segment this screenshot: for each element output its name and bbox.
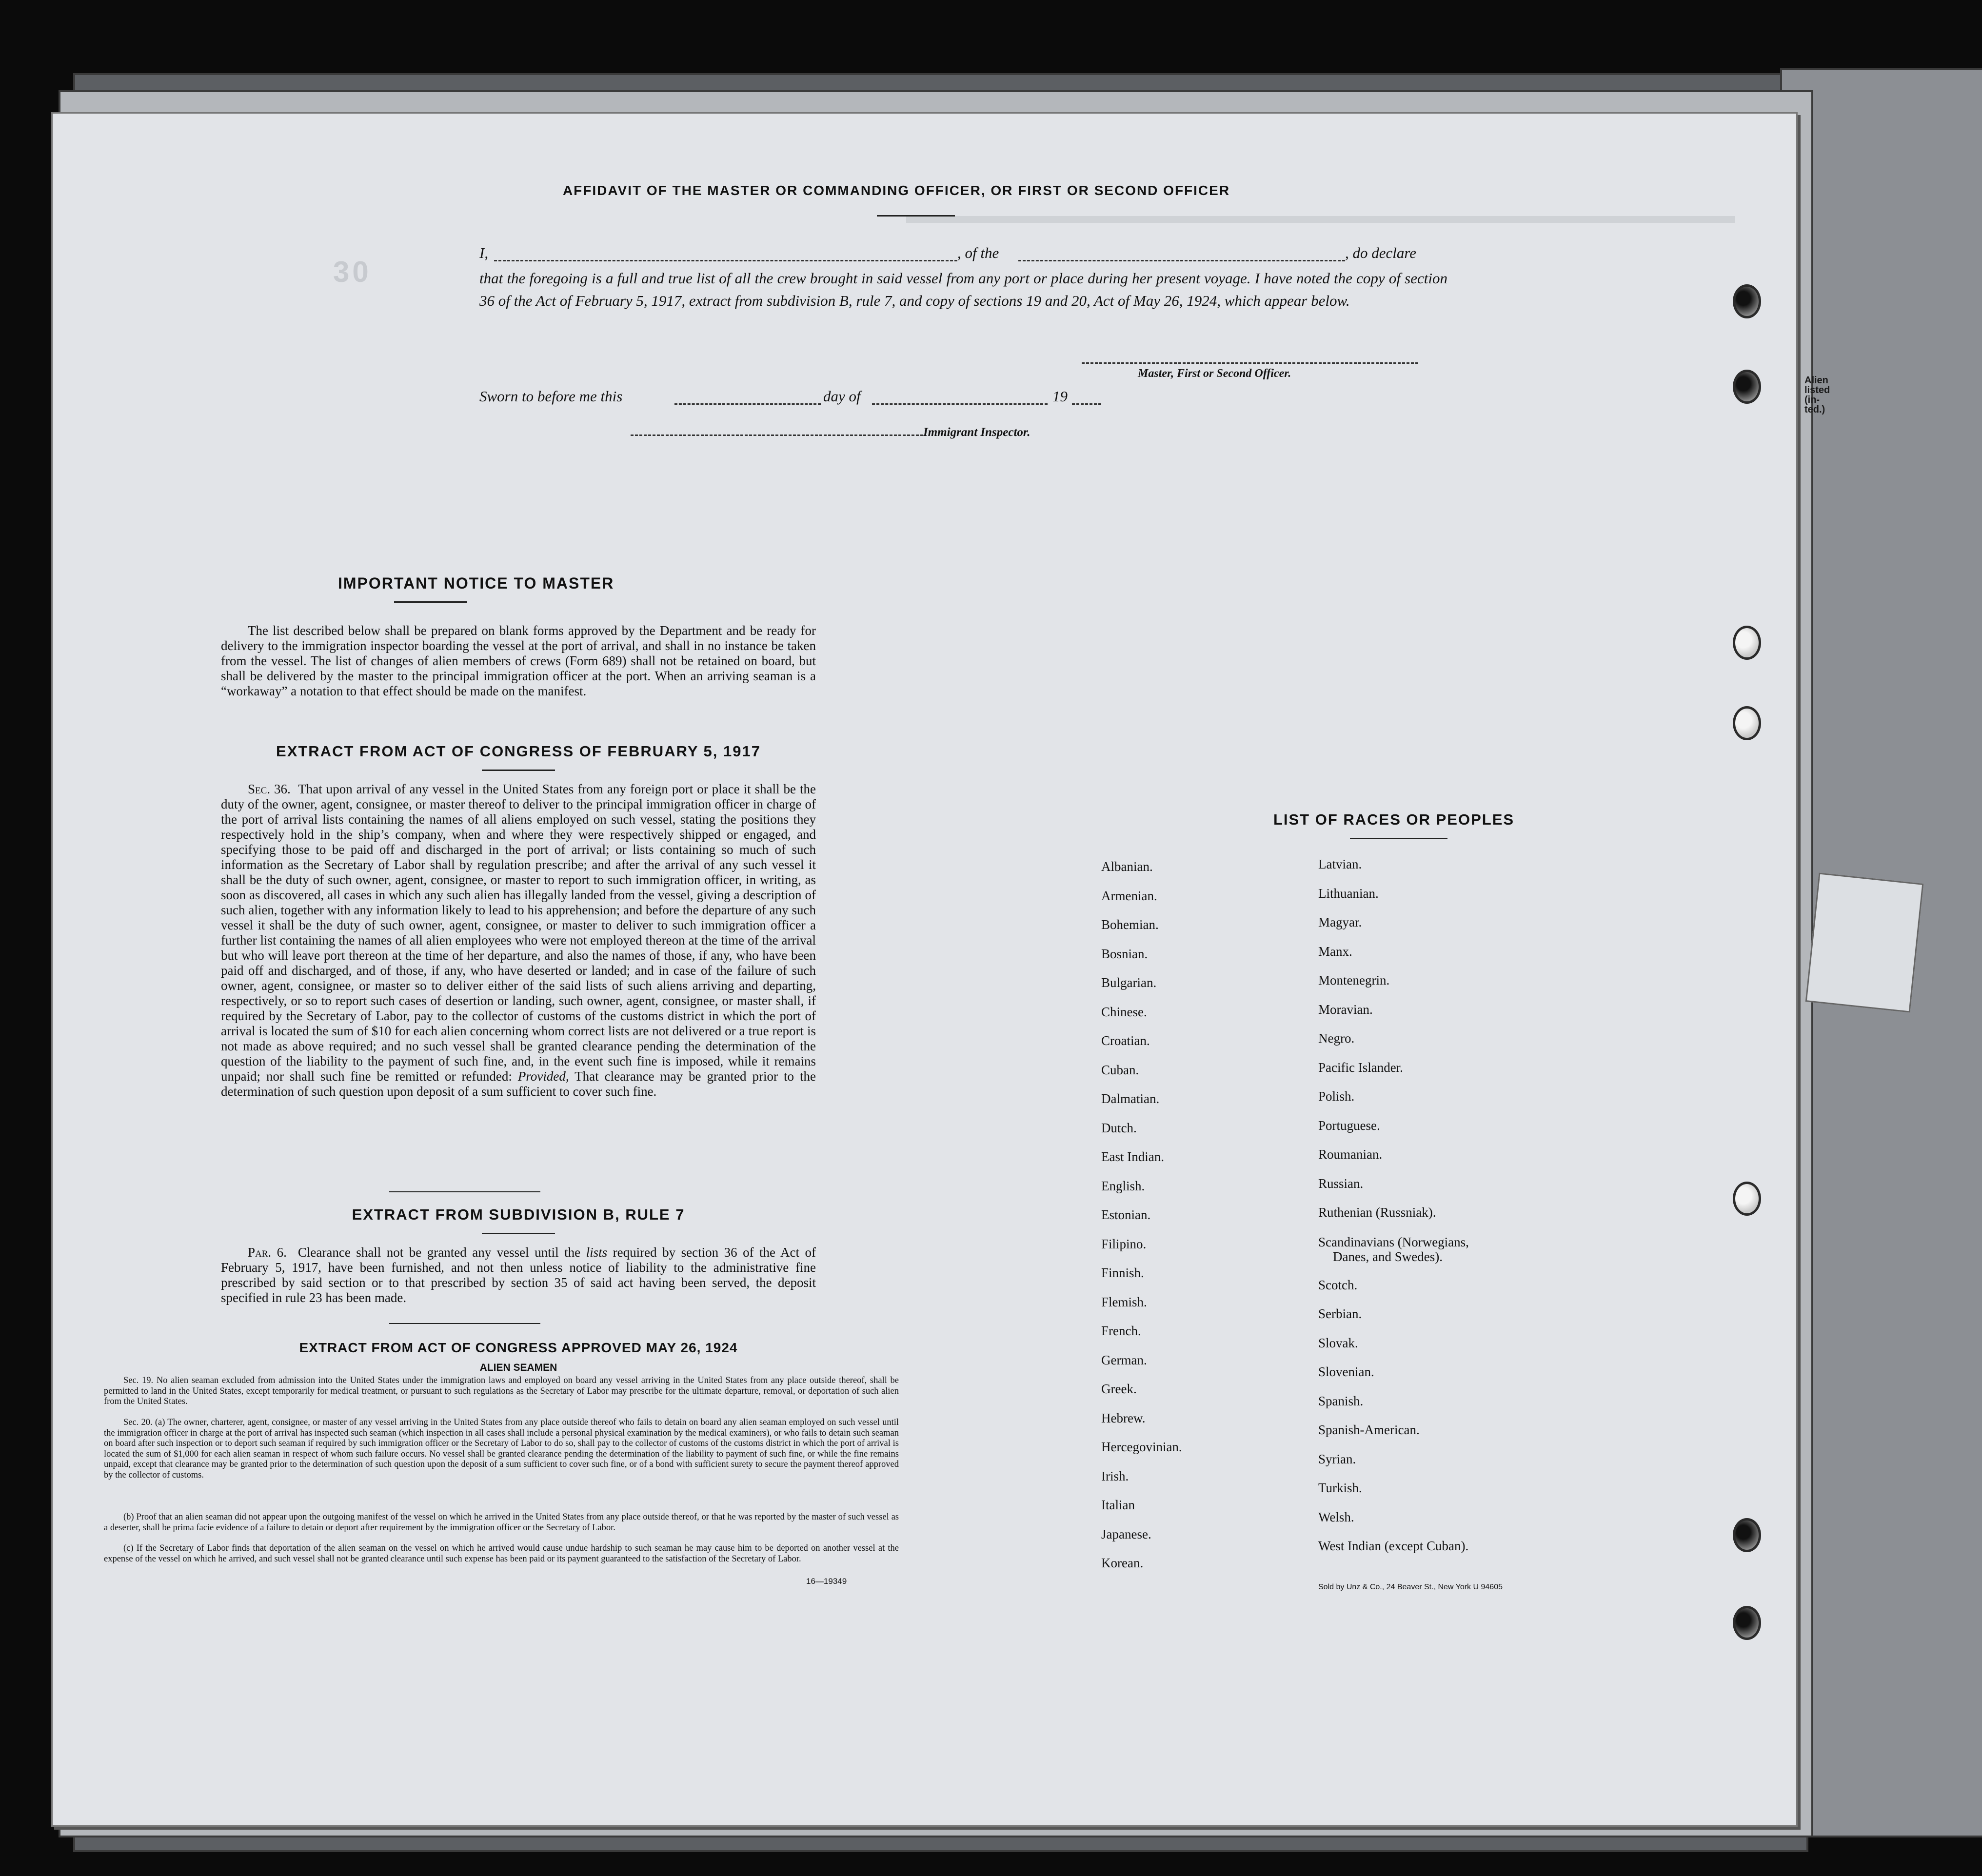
- attached-slip: [1805, 872, 1924, 1012]
- rule7-title: EXTRACT FROM SUBDIVISION B, RULE 7: [352, 1206, 685, 1223]
- race-item: Scotch.: [1318, 1277, 1358, 1292]
- race-item: Bohemian.: [1101, 917, 1159, 932]
- sworn-year-blank[interactable]: [1072, 403, 1101, 405]
- race-item: Montenegrin.: [1318, 973, 1390, 987]
- notice-rule: [394, 601, 467, 603]
- sec-19-text: Sec. 19. No alien seaman excluded from admission into the United States under the immigration laws and employed on board any vessel arriving in the United States from any place outside thereof, shall be permitted to land in the United States, except temporarily for medical treatment, or pursuant to such regulations as the Secretary of Labor may prescribe for the ultimate departure, removal, or deportation of such alien from the United States.: [104, 1376, 899, 1406]
- form-number: 16—19349: [806, 1577, 847, 1586]
- seller-imprint: Sold by Unz & Co., 24 Beaver St., New York U 94605: [1318, 1583, 1503, 1591]
- race-item: Korean.: [1101, 1556, 1144, 1570]
- rule7-text-a: Clearance shall not be granted any vessel until the: [297, 1245, 581, 1260]
- race-item: Slovak.: [1318, 1335, 1358, 1350]
- rule7-rule: [482, 1233, 555, 1234]
- affidavit-do-declare: , do declare: [1345, 244, 1417, 261]
- rule7-text-b: required by section 36 of the Act of February 5, 1917, have been furnished, and not then unless notice of liability to the administrative fine prescribed by said section or to that prescribed by section 35 of said act having been served, the deposit specified in rule 23 has been made.: [221, 1245, 816, 1305]
- vessel-blank[interactable]: [1018, 260, 1345, 261]
- par-6-label: Par. 6.: [248, 1245, 287, 1260]
- punch-hole: [1733, 284, 1761, 318]
- races-title: LIST OF RACES OR PEOPLES: [1273, 811, 1515, 828]
- race-item: Turkish.: [1318, 1481, 1362, 1495]
- sworn-month-blank[interactable]: [872, 403, 1048, 405]
- extract-1917-rule: [482, 770, 555, 771]
- race-item: Polish.: [1318, 1089, 1355, 1104]
- race-item: Hebrew.: [1101, 1410, 1146, 1425]
- extract-1924-title: EXTRACT FROM ACT OF CONGRESS APPROVED MAY 26, 1924: [299, 1340, 738, 1355]
- race-item: Negro.: [1318, 1031, 1355, 1046]
- races-right-column: [1318, 850, 1469, 1561]
- notice-body: The list described below shall be prepared on blank forms approved by the Department and be ready for delivery to the immigration inspector boarding the vessel at the port of arrival, and shall in no instance be taken from the vessel. The list of changes of alien members of crews (Form 689) shall not be retained on board, but shall be delivered by the master to the principal immigration officer at the port. When an arriving seaman is a “workaway” a notation to that effect should be made on the manifest.: [221, 623, 816, 698]
- race-item: Japanese.: [1101, 1526, 1151, 1541]
- race-item: German.: [1101, 1352, 1147, 1367]
- sec-36-label: Sec. 36.: [248, 782, 291, 796]
- race-item: French.: [1101, 1323, 1141, 1338]
- race-item: West Indian (except Cuban).: [1318, 1539, 1469, 1553]
- race-item: English.: [1101, 1178, 1145, 1193]
- edge-text-line: ted.): [1804, 404, 1825, 415]
- punch-hole: [1733, 1518, 1761, 1552]
- race-item: Italian: [1101, 1498, 1135, 1512]
- ghost-page-number: 30: [333, 256, 372, 288]
- race-item: Lithuanian.: [1318, 886, 1379, 901]
- sec-20c-text: (c) If the Secretary of Labor finds that deportation of the alien seaman on the vessel on which he arrived would cause undue hardship to such seaman he may cause him to be deported on another vessel at the expense of the vessel on which he arrived, and such vessel shall not be granted clearance until such expense has been paid or its payment guaranteed to the satisfaction of the Secretary of Labor.: [104, 1543, 899, 1564]
- race-item: Slovenian.: [1318, 1364, 1374, 1379]
- inspector-blank[interactable]: [631, 434, 923, 436]
- inspector-label: Immigrant Inspector.: [923, 426, 1031, 439]
- affidavit-rule: [877, 215, 955, 217]
- race-item: Bulgarian.: [1101, 975, 1157, 990]
- race-item: Portuguese.: [1318, 1118, 1380, 1133]
- bleed-through-line: [906, 216, 1735, 223]
- race-item: Greek.: [1101, 1382, 1137, 1396]
- race-item: Irish.: [1101, 1468, 1129, 1483]
- race-item: Estonian.: [1101, 1207, 1151, 1222]
- races-left-column: [1101, 852, 1182, 1578]
- race-item: Moravian.: [1318, 1002, 1373, 1017]
- race-item: Dutch.: [1101, 1120, 1137, 1135]
- sec-36-tail: That clearance may be granted prior to the determination of such question upon deposit of a sum sufficient to cover such fine.: [221, 1069, 816, 1099]
- punch-hole: [1733, 1606, 1761, 1640]
- notice-title: IMPORTANT NOTICE TO MASTER: [338, 574, 614, 592]
- affidavit-of-the: , of the: [957, 244, 999, 261]
- day-of-label: day of: [823, 388, 861, 405]
- manifest-page: [51, 112, 1798, 1827]
- punch-hole: [1733, 626, 1761, 660]
- race-item: Flemish.: [1101, 1294, 1147, 1309]
- race-item: Latvian.: [1318, 857, 1362, 871]
- race-item: Armenian.: [1101, 888, 1157, 903]
- race-item: Spanish-American.: [1318, 1422, 1420, 1437]
- race-item: Bosnian.: [1101, 946, 1148, 961]
- underlying-sheet-column-label: [1804, 375, 1830, 415]
- race-item: Chinese.: [1101, 1004, 1147, 1019]
- punch-hole: [1733, 706, 1761, 740]
- race-item: East Indian.: [1101, 1149, 1164, 1164]
- race-item: Dalmatian.: [1101, 1091, 1160, 1106]
- race-item: Russian.: [1318, 1176, 1364, 1191]
- punch-hole: [1733, 370, 1761, 404]
- race-item: Serbian.: [1318, 1306, 1362, 1321]
- edge-text-line: (in-: [1804, 395, 1820, 405]
- extract-1917-title: EXTRACT FROM ACT OF CONGRESS OF FEBRUARY 5, 1917: [276, 743, 761, 760]
- punch-hole: [1733, 1182, 1761, 1216]
- race-item: Syrian.: [1318, 1451, 1356, 1466]
- race-item: Pacific Islander.: [1318, 1060, 1403, 1075]
- rule7-body: [221, 1245, 816, 1305]
- race-item: Danes, and Swedes).: [1333, 1249, 1443, 1264]
- race-item: Magyar.: [1318, 915, 1362, 929]
- name-blank[interactable]: [494, 260, 957, 261]
- races-rule: [1350, 838, 1447, 839]
- race-item: Cuban.: [1101, 1062, 1139, 1077]
- affidavit-body: that the foregoing is a full and true list of all the crew brought in said vessel from any port or place during her present voyage. I have noted the copy of section 36 of the Act of February 5, 1917, extract from subdivision B, rule 7, and copy of sections 19 and 20, Act of May 26, 1924, which appear below.: [479, 270, 1447, 309]
- extract-1924-top-rule: [389, 1323, 540, 1324]
- sworn-day-blank[interactable]: [674, 403, 821, 405]
- race-item: Filipino.: [1101, 1236, 1147, 1251]
- race-item: Croatian.: [1101, 1033, 1150, 1048]
- affidavit-i: I,: [479, 244, 489, 261]
- signature-label: Master, First or Second Officer.: [1138, 367, 1291, 380]
- signature-blank[interactable]: [1082, 362, 1418, 364]
- lists-word: lists: [586, 1245, 608, 1260]
- sec-36-text: That upon arrival of any vessel in the United States from any foreign port or place it shall be the duty of the owner, agent, consignee, or master thereof to deliver to the principal immigration officer in charge of the port of arrival lists containing the names of all aliens employed on such vessel, stating the positions they respectively hold in the ship’s company, when and where they were respectively shipped or engaged, and specifying those to be paid off and discharged in the port of arrival; or lists containing so much of such information as the Secretary of Labor shall by regulation prescribe; and after the arrival of any such vessel it shall be the duty of such owner, agent, consignee, or master to report to such immigration officer, in writing, as soon as discovered, all cases in which any such alien has illegally landed from the vessel, giving a description of such alien, together with any information likely to lead to his apprehension; and before the departure of any such vessel it shall be the duty of such owner, agent, consignee, or master to deliver to such immigration officer a further list containing the names of all alien employees who were not employed thereon at the time of the arrival but who will leave port thereon at the time of her departure, and also the names of those, if any, who have been paid off and discharged, and of those, if any, who have deserted or landed; and in case of the failure of such owner, agent, consignee, or master so to deliver either of the said lists of such aliens arriving and departing, respectively, or so to report such cases of desertion or landing, such owner, agent, consignee, or master shall, if required by the Secretary of Labor, pay to the collector of customs of the customs district in which the port of arrival is located the sum of $10 for each alien concerning whom correct lists are not delivered or a true report is not made as above required; and no such vessel shall be granted clearance pending the determination of the question of the liability to the payment of such fine, and, in the event such fine is imposed, while it remains unpaid; nor shall such fine be remitted or refunded:: [221, 782, 816, 1084]
- race-item: Roumanian.: [1318, 1147, 1383, 1162]
- sworn-label: Sworn to before me this: [479, 388, 623, 405]
- race-item: Spanish.: [1318, 1393, 1364, 1408]
- race-item: Welsh.: [1318, 1509, 1354, 1524]
- race-item: Ruthenian (Russniak).: [1318, 1205, 1436, 1220]
- provided-word: Provided,: [517, 1069, 569, 1084]
- rule7-top-rule: [389, 1191, 540, 1192]
- edge-text-line: Alien: [1804, 375, 1828, 386]
- race-item: Albanian.: [1101, 859, 1153, 874]
- race-item: Finnish.: [1101, 1265, 1144, 1280]
- year-label: 19: [1052, 388, 1068, 405]
- extract-1924-subtitle: ALIEN SEAMEN: [479, 1362, 557, 1373]
- race-item: Scandinavians (Norwegians,: [1318, 1234, 1469, 1249]
- sec-20a-text: Sec. 20. (a) The owner, charterer, agent, consignee, or master of any vessel arriving in the United States from any place outside thereof who fails to detain on board any alien seaman employed on such vessel until the immigration officer in charge at the port of arrival has inspected such seaman (which inspection in all cases shall include a personal physical examination by the medical examiners), or who fails to detain such seaman on board after such inspection or to deport such seaman if required by such immigration officer or the Secretary of Labor to do so, shall pay to the collector of customs of the customs district in which the port of arrival is located the sum of $1,000 for each alien seaman in respect of whom such failure occurs. No vessel shall be granted clearance pending the determination of the liability to payment of such fine, or while the fine remains unpaid, except that clearance may be granted prior to the determination of such question upon the deposit of a sum sufficient to cover such fine, or of a bond with sufficient surety to secure the payment thereof approved by the collector of customs.: [104, 1418, 899, 1480]
- sec-20b-text: (b) Proof that an alien seaman did not appear upon the outgoing manifest of the vessel on which he arrived in the United States from any place outside thereof, or that he was reported by the master of such vessel as a deserter, shall be prima facie evidence of a failure to detain or deport after requirement by the immigration officer or the Secretary of Labor.: [104, 1512, 899, 1533]
- race-item: Manx.: [1318, 944, 1352, 959]
- edge-text-line: listed: [1804, 385, 1830, 395]
- extract-1917-body: [221, 782, 816, 1099]
- race-item: Hercegovinian.: [1101, 1440, 1182, 1454]
- affidavit-title: AFFIDAVIT OF THE MASTER OR COMMANDING OFFICER, OR FIRST OR SECOND OFFICER: [562, 183, 1230, 198]
